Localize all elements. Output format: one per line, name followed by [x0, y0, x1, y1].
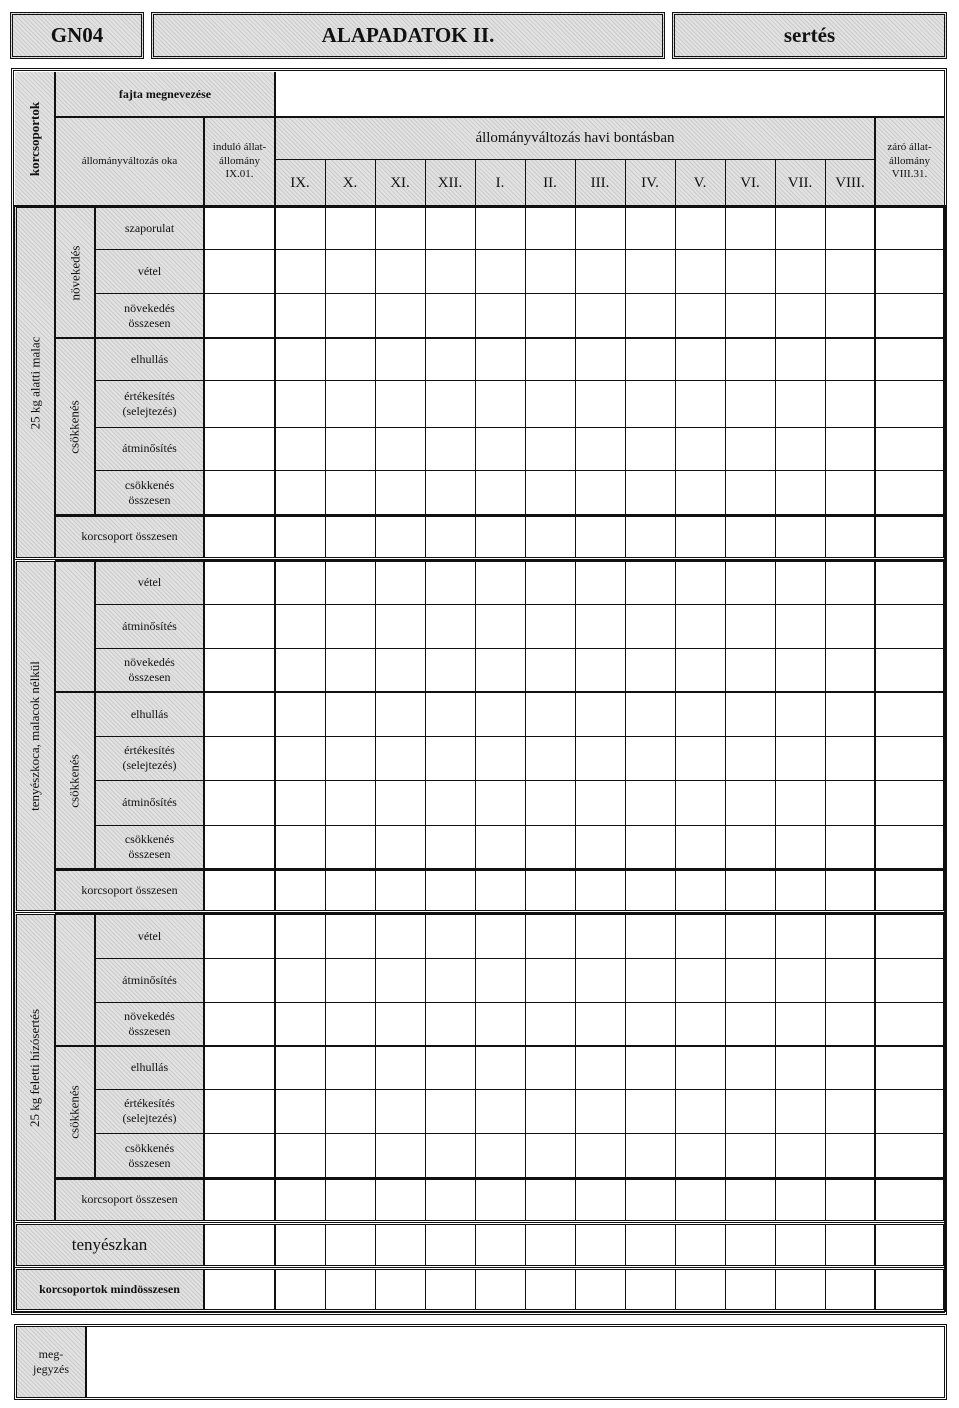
row-label: átminősítés [122, 441, 177, 455]
notes-label: meg- jegyzés [33, 1347, 69, 1376]
row-label: növekedés összesen [124, 655, 175, 684]
age-group-name: 25 kg feletti hízósertés [27, 1008, 42, 1127]
month-header: XII. [437, 174, 463, 191]
month-header: VI. [740, 174, 760, 191]
row-label: növekedés összesen [124, 1009, 175, 1038]
month-header: VII. [787, 174, 813, 191]
row-label: csökkenés összesen [124, 832, 175, 861]
boar-row-label: tenyészkan [71, 1235, 148, 1255]
header-divider [203, 117, 205, 206]
fajta-value-field[interactable] [275, 72, 944, 117]
row-label: vétel [137, 928, 162, 943]
cause-header: állományváltozás oka [81, 154, 178, 167]
row-label: átminősítés [122, 618, 177, 633]
month-header: IX. [290, 174, 310, 191]
grand-total-row-frame [14, 1267, 946, 1312]
month-header: II. [543, 174, 557, 191]
group-total-label: korcsoport összesen [81, 882, 178, 897]
boar-row-frame [14, 1222, 946, 1268]
header-divider [274, 72, 276, 206]
row-label: növekedés összesen [124, 300, 175, 330]
row-label: értékesítés (selejtezés) [122, 743, 177, 772]
fajta-label: fajta megnevezése [118, 87, 212, 101]
row-label: vétel [137, 263, 162, 278]
species-label: sertés [783, 23, 836, 47]
month-header: IV. [641, 174, 659, 191]
month-divider [625, 160, 626, 206]
header-divider [874, 117, 876, 206]
age-group-frame [14, 205, 946, 560]
month-header: VIII. [835, 174, 865, 191]
section-name: csökkenés [67, 753, 82, 808]
group-total-label: korcsoport összesen [81, 1192, 178, 1206]
month-divider [375, 160, 376, 206]
month-header: XI. [390, 174, 410, 191]
month-header: X. [342, 174, 358, 191]
age-group-name: tenyészkoca, malacok nélkül [27, 661, 42, 811]
month-divider [325, 160, 326, 206]
row-label: elhullás [130, 1060, 169, 1074]
month-header: V. [693, 174, 707, 191]
notes-field[interactable] [88, 1327, 944, 1397]
month-divider [825, 160, 826, 206]
row-label: értékesítés (selejtezés) [122, 388, 177, 418]
month-divider [675, 160, 676, 206]
monthly-header: állományváltozás havi bontásban [475, 130, 675, 147]
header-line [55, 116, 944, 118]
closing-header: záró állat- állomány VIII.31. [887, 140, 932, 181]
korcsoportok-label [15, 72, 55, 206]
header-divider [54, 72, 56, 206]
opening-header: induló állat- állomány IX.01. [212, 140, 267, 181]
row-label: átminősítés [122, 795, 177, 809]
month-divider [475, 160, 476, 206]
section-name: növekedés [67, 245, 82, 300]
row-label: elhullás [130, 351, 169, 366]
row-label: elhullás [130, 706, 169, 721]
row-label: vétel [137, 575, 162, 589]
month-header: I. [495, 174, 505, 191]
month-divider [425, 160, 426, 206]
section-name: csökkenés [67, 1085, 82, 1139]
month-divider [575, 160, 576, 206]
age-group-frame [14, 912, 946, 1223]
month-divider [725, 160, 726, 206]
age-group-frame [14, 559, 946, 913]
korcsoportok-text: korcsoportok [27, 101, 42, 177]
row-label: csökkenés összesen [124, 477, 175, 507]
row-label: szaporulat [124, 220, 175, 235]
month-header: III. [590, 174, 610, 191]
grand-total-row-label: korcsoportok mindösszesen [39, 1282, 180, 1296]
row-label: átminősítés [122, 972, 177, 987]
age-group-name: 25 kg alatti malac [27, 336, 42, 429]
month-divider [525, 160, 526, 206]
section-name: csökkenés [67, 399, 82, 454]
group-total-label: korcsoport összesen [81, 529, 178, 543]
form-title: ALAPADATOK II. [321, 23, 495, 47]
row-label: értékesítés (selejtezés) [122, 1096, 177, 1125]
notes-divider [85, 1327, 87, 1397]
month-divider [775, 160, 776, 206]
row-label: csökkenés összesen [124, 1140, 175, 1170]
form-code: GN04 [50, 23, 104, 47]
